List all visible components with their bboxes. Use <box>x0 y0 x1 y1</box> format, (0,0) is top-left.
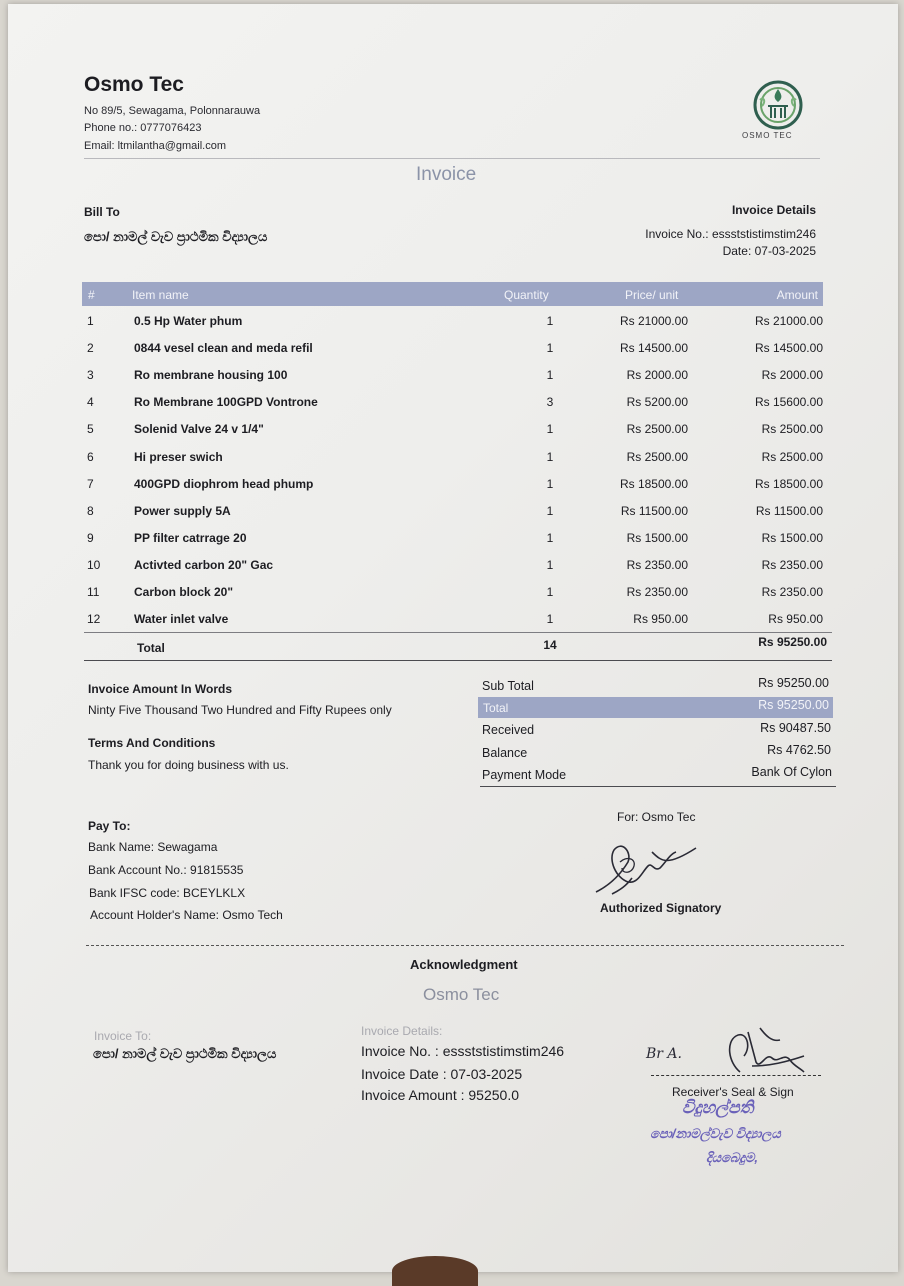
total-quantity: 14 <box>543 638 557 652</box>
subtotal-value: Rs 95250.00 <box>758 676 829 690</box>
invoice-details-label: Invoice Details <box>731 203 816 217</box>
receiver-seal-sign-label: Receiver's Seal & Sign <box>672 1085 794 1099</box>
row-item-name: Ro Membrane 100GPD Vontrone <box>134 395 318 409</box>
row-price: Rs 2350.00 <box>626 558 688 572</box>
row-number: 5 <box>87 422 94 436</box>
row-quantity: 1 <box>546 314 554 328</box>
row-amount: Rs 2500.00 <box>761 422 823 436</box>
company-name: Osmo Tec <box>84 73 184 96</box>
row-amount: Rs 2350.00 <box>761 585 823 599</box>
row-quantity: 1 <box>546 504 554 518</box>
acknowledgment-company: Osmo Tec <box>423 985 500 1004</box>
balance-label: Balance <box>482 746 528 760</box>
company-phone: Phone no.: 0777076423 <box>84 122 202 134</box>
header-divider <box>84 158 820 159</box>
column-header-number: # <box>88 288 95 302</box>
row-item-name: 400GPD diophrom head phump <box>134 477 314 491</box>
summary-total-label: Total <box>483 701 509 715</box>
row-number: 7 <box>87 477 94 491</box>
row-item-name: Ro membrane housing 100 <box>134 368 288 382</box>
account-holder-name: Account Holder's Name: Osmo Tech <box>90 908 283 922</box>
authorized-signatory-label: Authorized Signatory <box>600 901 722 915</box>
row-number: 3 <box>87 368 94 382</box>
row-item-name: Activted carbon 20" Gac <box>134 558 274 572</box>
table-row <box>82 612 827 634</box>
row-number: 2 <box>87 341 94 355</box>
invoice-number: Invoice No.: essststistimstim246 <box>645 227 816 241</box>
summary-total-band <box>478 697 833 718</box>
stamp-line-school: පො/නාමල්වැව විද්‍යාලය <box>650 1126 781 1141</box>
row-item-name: Carbon block 20" <box>134 585 234 599</box>
bank-name: Bank Name: Sewagama <box>88 840 218 854</box>
stamp-line-location: දියබෙදුම, <box>706 1150 758 1165</box>
ack-invoice-to-name: පො/ නාමල් වැව ප්‍රාථමික විද්‍යාලය <box>93 1046 277 1061</box>
row-number: 1 <box>87 314 94 328</box>
row-quantity: 1 <box>546 368 554 382</box>
receiver-sign-line <box>651 1075 821 1076</box>
row-item-name: PP filter catrrage 20 <box>134 531 247 545</box>
items-table-header <box>82 282 823 306</box>
terms-label: Terms And Conditions <box>88 736 216 750</box>
row-price: Rs 14500.00 <box>619 341 688 355</box>
total-amount: Rs 95250.00 <box>758 635 827 649</box>
row-amount: Rs 14500.00 <box>754 341 823 355</box>
acknowledgment-cut-line <box>86 945 844 946</box>
received-label: Received <box>482 723 535 737</box>
logo-text: OSMO TEC <box>742 131 793 140</box>
row-quantity: 1 <box>546 585 554 599</box>
invoice-date: Date: 07-03-2025 <box>722 244 816 258</box>
table-row <box>82 477 827 499</box>
ack-invoice-number: Invoice No. : essststistimstim246 <box>361 1043 565 1059</box>
amount-words-value: Ninty Five Thousand Two Hundred and Fifty Rupees only <box>88 703 392 717</box>
column-header-price: Price/ unit <box>625 288 679 302</box>
row-amount: Rs 2500.00 <box>761 450 823 464</box>
total-label: Total <box>137 641 165 655</box>
row-amount: Rs 950.00 <box>768 612 823 626</box>
row-number: 9 <box>87 531 94 545</box>
signatory-for: For: Osmo Tec <box>617 810 696 824</box>
table-bottom-divider <box>84 660 832 661</box>
ack-invoice-date: Invoice Date : 07-03-2025 <box>361 1066 523 1082</box>
amount-words-label: Invoice Amount In Words <box>88 682 233 696</box>
row-amount: Rs 1500.00 <box>761 531 823 545</box>
table-row <box>82 314 827 336</box>
row-amount: Rs 18500.00 <box>754 477 823 491</box>
table-total-top-divider <box>84 632 832 633</box>
receiver-signature-icon <box>700 1022 810 1087</box>
table-row <box>82 422 827 444</box>
row-amount: Rs 21000.00 <box>754 314 823 328</box>
row-item-name: 0.5 Hp Water phum <box>134 314 243 328</box>
column-header-quantity: Quantity <box>504 288 549 302</box>
acknowledgment-title: Acknowledgment <box>410 957 518 972</box>
authorized-signature-icon <box>592 832 702 907</box>
row-number: 8 <box>87 504 94 518</box>
row-number: 12 <box>87 612 101 626</box>
bank-ifsc-code: Bank IFSC code: BCEYLKLX <box>89 886 246 900</box>
row-price: Rs 18500.00 <box>619 477 688 491</box>
company-email: Email: ltmilantha@gmail.com <box>84 140 226 152</box>
row-price: Rs 21000.00 <box>619 314 688 328</box>
row-quantity: 1 <box>546 612 554 626</box>
table-row <box>82 558 827 580</box>
company-address: No 89/5, Sewagama, Polonnarauwa <box>84 105 261 117</box>
row-quantity: 1 <box>546 531 554 545</box>
balance-value: Rs 4762.50 <box>767 743 831 757</box>
payment-mode-value: Bank Of Cylon <box>751 765 832 779</box>
terms-value: Thank you for doing business with us. <box>88 758 289 772</box>
row-price: Rs 11500.00 <box>620 504 688 518</box>
summary-bottom-divider <box>480 786 836 787</box>
row-number: 11 <box>87 585 100 599</box>
row-item-name: Water inlet valve <box>134 612 229 626</box>
column-header-item: Item name <box>132 288 189 302</box>
payment-mode-label: Payment Mode <box>482 768 567 782</box>
received-value: Rs 90487.50 <box>760 721 831 735</box>
invoice-title: Invoice <box>416 164 477 185</box>
table-row <box>82 450 827 472</box>
bill-to-name: පො/ නාමල් වැව ප්‍රාථමික විද්‍යාලය <box>84 229 268 244</box>
subtotal-label: Sub Total <box>482 679 534 693</box>
row-quantity: 1 <box>546 477 554 491</box>
table-edge-object <box>392 1256 478 1286</box>
bill-to-label: Bill To <box>84 205 120 219</box>
row-number: 6 <box>87 450 94 464</box>
row-price: Rs 2350.00 <box>626 585 688 599</box>
row-item-name: 0844 vesel clean and meda refil <box>134 341 313 355</box>
pay-to-label: Pay To: <box>88 819 131 833</box>
row-quantity: 1 <box>546 341 554 355</box>
ack-details-label: Invoice Details: <box>361 1024 443 1038</box>
table-row <box>82 531 827 553</box>
row-item-name: Hi preser swich <box>134 450 223 464</box>
row-amount: Rs 2350.00 <box>761 558 823 572</box>
summary-total-value: Rs 95250.00 <box>758 698 829 712</box>
row-quantity: 3 <box>546 395 554 409</box>
row-amount: Rs 11500.00 <box>755 504 823 518</box>
row-price: Rs 2500.00 <box>626 450 688 464</box>
table-row <box>82 504 827 526</box>
row-quantity: 1 <box>546 450 554 464</box>
row-amount: Rs 2000.00 <box>761 368 823 382</box>
row-number: 4 <box>87 395 94 409</box>
ack-invoice-to-label: Invoice To: <box>94 1029 152 1043</box>
receiver-handwritten-initials: Br A. <box>646 1046 682 1062</box>
row-quantity: 1 <box>546 422 554 436</box>
table-row <box>82 341 827 363</box>
row-amount: Rs 15600.00 <box>754 395 823 409</box>
row-price: Rs 1500.00 <box>626 531 688 545</box>
row-price: Rs 5200.00 <box>626 395 688 409</box>
row-price: Rs 2500.00 <box>626 422 688 436</box>
row-price: Rs 2000.00 <box>626 368 688 382</box>
row-number: 10 <box>87 558 101 572</box>
table-row <box>82 585 827 607</box>
ack-invoice-amount: Invoice Amount : 95250.0 <box>361 1087 519 1103</box>
bank-account-number: Bank Account No.: 91815535 <box>88 863 244 877</box>
table-row <box>82 368 827 390</box>
stamp-line-principal: විදුහල්පති <box>682 1098 754 1117</box>
row-quantity: 1 <box>546 558 554 572</box>
column-header-amount: Amount <box>776 288 818 302</box>
row-item-name: Power supply 5A <box>134 504 231 518</box>
table-row <box>82 395 827 417</box>
row-price: Rs 950.00 <box>633 612 688 626</box>
row-item-name: Solenid Valve 24 v 1/4" <box>134 422 264 436</box>
